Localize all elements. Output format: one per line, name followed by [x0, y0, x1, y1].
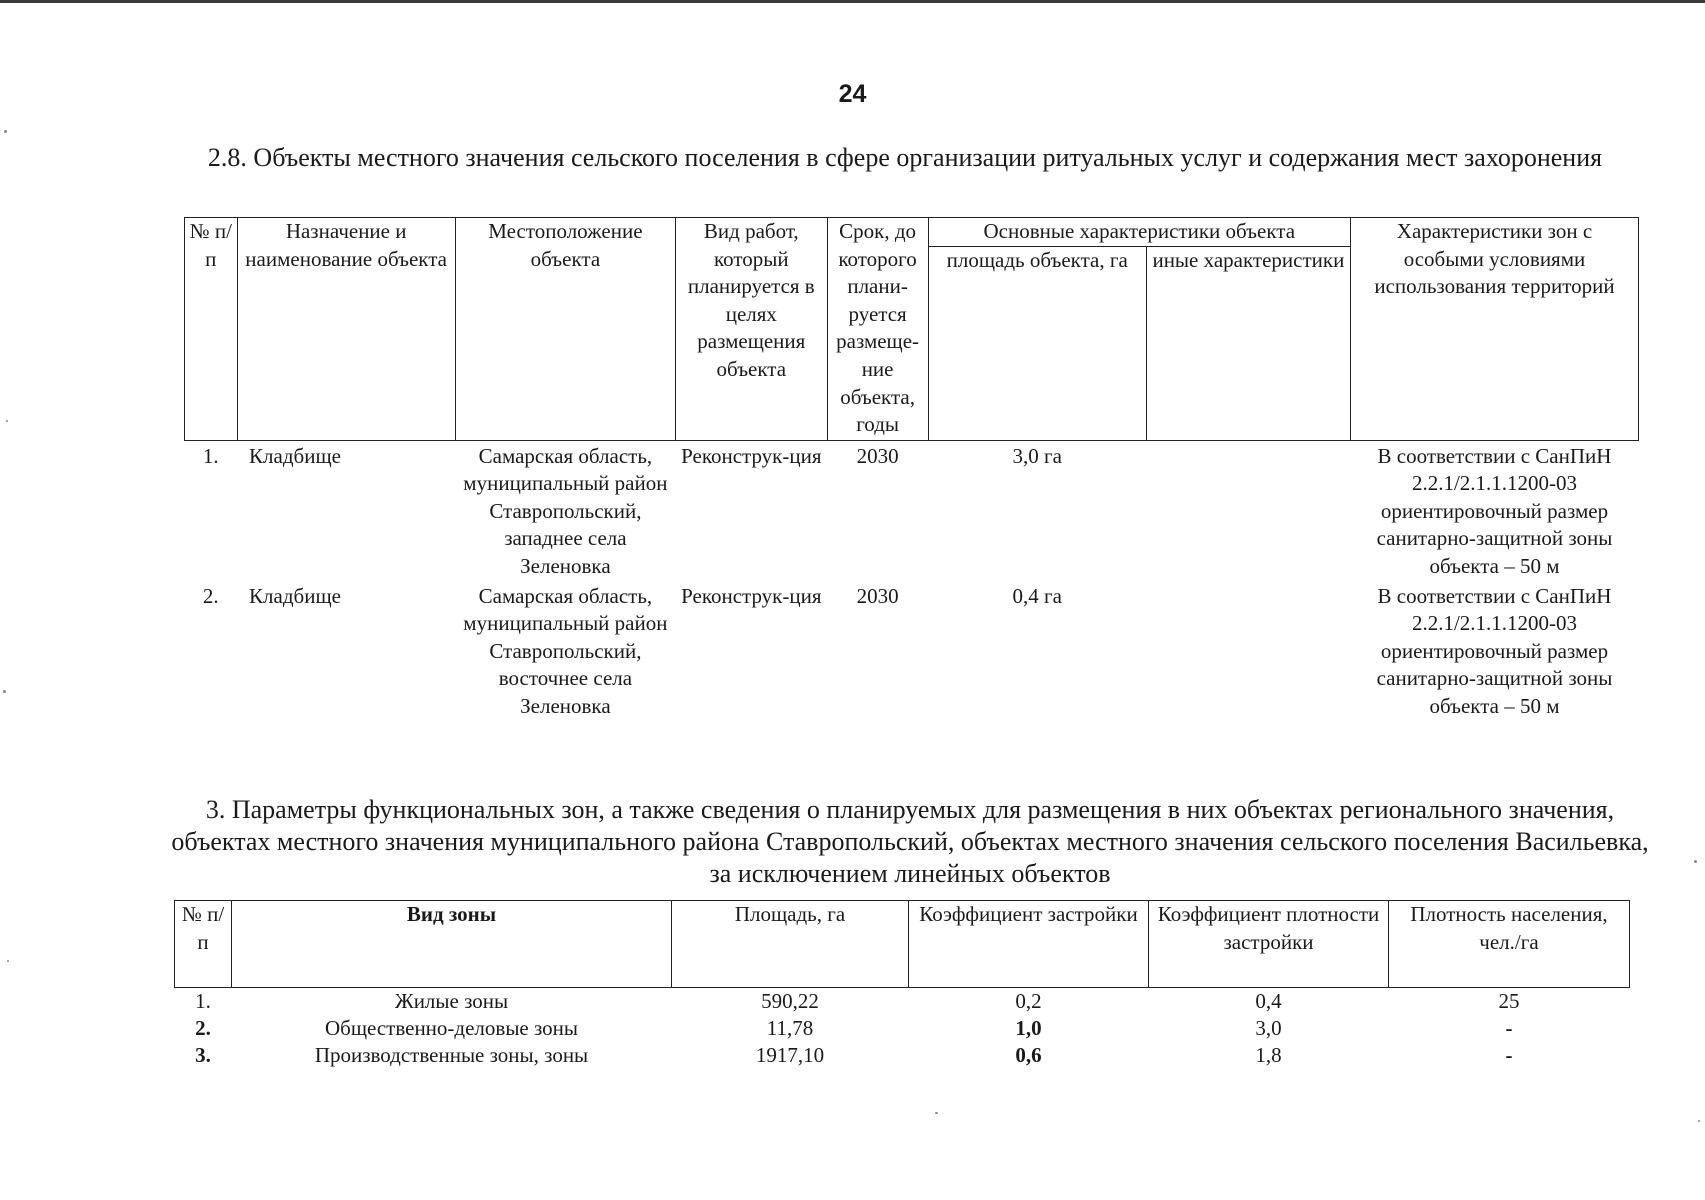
scan-speck: [4, 130, 7, 133]
row-location: Самарская область, муниципальный район Ставропольский, западнее села Зеленовка: [463, 443, 668, 578]
row-density-coefficient: 1,8: [1255, 1043, 1282, 1067]
page-top-border: [0, 0, 1705, 3]
row-population-density: 25: [1498, 989, 1520, 1013]
row-num: 2.: [195, 1016, 211, 1040]
row-num: 1.: [195, 989, 211, 1013]
row-other: [1146, 581, 1350, 721]
header-location: Местоположение объекта: [455, 218, 675, 441]
scan-speck: [6, 420, 8, 422]
page-number: 24: [838, 80, 867, 108]
row-density-coefficient: 3,0: [1255, 1016, 1282, 1040]
row-population-density: -: [1505, 1016, 1513, 1040]
header-area: площадь объекта, га: [928, 246, 1146, 440]
scan-speck: [1694, 860, 1697, 863]
row-area: 590,22: [761, 989, 819, 1013]
row-term: 2030: [856, 443, 899, 468]
row-zone-type: Производственные зоны, зоны: [314, 1043, 589, 1067]
header-other-characteristics: иные характеристики: [1146, 246, 1350, 440]
row-name: Кладбище: [249, 583, 341, 608]
section-28-heading: 2.8. Объекты местного значения сельского поселения в сфере организации ритуальных услуг и содержания мест захоронения: [207, 143, 1603, 172]
zones-table-header: [175, 901, 1630, 988]
row-other: [1146, 440, 1350, 580]
header-main-characteristics: Основные характеристики объекта: [928, 218, 1350, 247]
table-row: [185, 440, 1639, 580]
row-area: 1917,10: [755, 1043, 825, 1067]
row-term: 2030: [856, 583, 899, 608]
row-build-coefficient: 0,2: [1015, 989, 1042, 1013]
row-zone-type: Общественно-деловые зоны: [324, 1016, 579, 1040]
table-row: [175, 1042, 1630, 1069]
table-row: [175, 1015, 1630, 1042]
row-zone-type: Жилые зоны: [394, 989, 509, 1013]
objects-table-header: [185, 218, 1639, 441]
row-num: 1.: [202, 443, 219, 468]
row-build-coefficient: 0,6: [1015, 1043, 1042, 1067]
header-zone-type: Вид зоны: [232, 901, 672, 988]
row-density-coefficient: 0,4: [1255, 989, 1282, 1013]
scan-speck: [1698, 1120, 1700, 1122]
scan-speck: [935, 1112, 938, 1114]
section-3-heading: 3. Параметры функциональных зон, а также сведения о планируемых для размещения в них объектах регионального значения, объектах местного значения муниципального района Ставропольский, объектах местного значения сельского поселения Васильевка, за исключением линейных объектов: [171, 795, 1649, 888]
header-name: Назначение и наименование объекта: [237, 218, 455, 441]
row-population-density: -: [1505, 1043, 1513, 1067]
header-work-type: Вид работ, который планируется в целях размещения объекта: [676, 218, 828, 441]
header-build-coefficient: Коэффициент застройки: [909, 901, 1149, 988]
header-term: Срок, до которого плани-руется размеще-ние объекта, годы: [827, 218, 928, 441]
table-row: [175, 988, 1630, 1016]
row-zone: В соответствии с СанПиН 2.2.1/2.1.1.1200-03 ориентировочный размер санитарно-защитной зоны объекта – 50 м: [1376, 443, 1613, 578]
objects-table: [184, 217, 1639, 721]
zones-table: [174, 900, 1630, 1069]
row-name: Кладбище: [249, 443, 341, 468]
header-num: № п/п: [175, 901, 232, 988]
row-work-type: Реконструк-ция: [681, 443, 822, 468]
row-build-coefficient: 1,0: [1015, 1016, 1042, 1040]
header-area: Площадь, га: [672, 901, 909, 988]
row-area: 0,4 га: [1012, 583, 1062, 608]
scan-speck: [7, 960, 9, 962]
row-area: 11,78: [766, 1016, 814, 1040]
row-location: Самарская область, муниципальный район Ставропольский, восточнее села Зеленовка: [463, 583, 668, 718]
table-row: [185, 581, 1639, 721]
row-area: 3,0 га: [1012, 443, 1062, 468]
header-num: № п/п: [185, 218, 238, 441]
row-work-type: Реконструк-ция: [681, 583, 822, 608]
scan-speck: [3, 690, 6, 693]
row-num: 2.: [202, 583, 219, 608]
header-zone-characteristics: Характеристики зон с особыми условиями использования территорий: [1350, 218, 1638, 441]
header-population-density: Плотность населения, чел./га: [1389, 901, 1630, 988]
row-zone: В соответствии с СанПиН 2.2.1/2.1.1.1200-03 ориентировочный размер санитарно-защитной зоны объекта – 50 м: [1376, 583, 1613, 718]
header-density-coefficient: Коэффициент плотности застройки: [1149, 901, 1389, 988]
row-num: 3.: [195, 1043, 211, 1067]
